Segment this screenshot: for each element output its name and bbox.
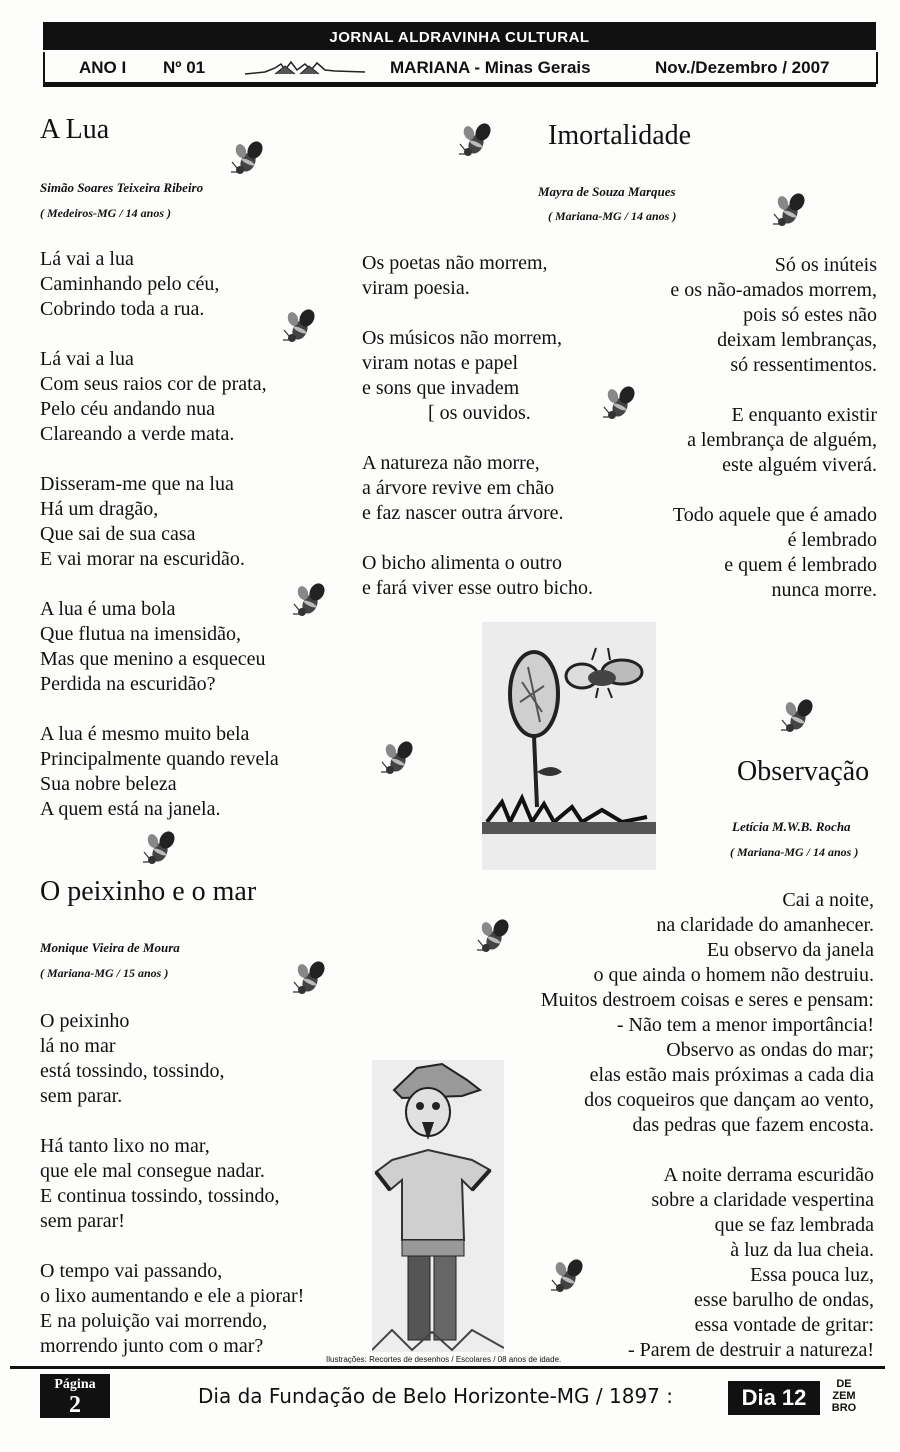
poem-author-imortalidade: Mayra de Souza Marques [538,184,676,199]
verse: Observo as ondas do mar; [666,1039,874,1061]
day-badge: Dia 12 [728,1381,820,1415]
stanza [40,1009,304,1109]
poem-body-observacao [470,888,874,1388]
verse: O bicho alimenta o outro [362,552,562,574]
illustration-caption: Ilustrações: Recortes de desenhos / Escolares / 08 anos de idade. [326,1355,562,1364]
verse: das pedras que fazem encosta. [632,1114,874,1136]
bee-icon [290,582,330,618]
poem-author-lua: Simão Soares Teixeira Ribeiro [40,180,204,195]
verse: viram notas e papel [362,352,519,374]
verse: e os não-amados morrem, [670,279,877,301]
verse: Eu observo da janela [706,939,874,961]
verse: Muitos destroem coisas e seres e pensam: [540,989,874,1011]
verse: - Não tem a menor importância! [616,1014,874,1036]
poem-body-lua [40,247,279,847]
poem-title-imortalidade: Imortalidade [548,120,692,151]
poem-place-lua: ( Medeiros-MG / 14 anos ) [40,206,171,220]
stanza [560,503,877,603]
verse: esse barulho de ondas, [694,1289,874,1311]
month-label [826,1378,862,1414]
verse: viram poesia. [362,277,470,299]
bee-icon [378,740,418,776]
month-line: BRO [831,1402,857,1414]
verse: E vai morar na escuridão. [40,548,245,570]
verse: sobre a claridade vespertina [651,1189,874,1211]
stanza [40,1134,304,1234]
poem-title-lua: A Lua [40,114,110,145]
page-number: 2 [69,1392,81,1418]
stanza [40,722,279,822]
stanza [560,403,877,478]
stanza [470,888,874,1138]
verse: A natureza não morre, [362,452,540,474]
stanza [40,247,279,322]
bee-icon [290,960,330,996]
poem-body-imortalidade-right [560,253,877,628]
verse: Que flutua na imensidão, [40,623,242,645]
verse: o que ainda o homem não destruiu. [593,964,874,986]
verse: a árvore revive em chão [362,477,555,499]
verse: e sons que invadem [362,377,520,399]
bee-icon [456,122,496,158]
bee-icon [778,698,818,734]
poem-place-observacao: ( Mariana-MG / 14 anos ) [730,845,859,859]
verse: Todo aquele que é amado [672,504,877,526]
stanza [362,451,593,526]
verse: E na poluição vai morrendo, [40,1310,268,1332]
verse: [ os ouvidos. [428,402,531,424]
verse: e quem é lembrado [724,554,877,576]
verse: nunca morre. [771,579,877,601]
issue-date: Nov./Dezembro / 2007 [655,58,830,77]
footer-text: Dia da Fundação de Belo Horizonte-MG / 1897 : [198,1384,673,1408]
verse: Os poetas não morrem, [362,252,548,274]
poem-body-imortalidade-left [362,251,593,626]
stanza [40,1259,304,1359]
verse: Mas que menino a esqueceu [40,648,266,670]
verse: que se faz lembrada [714,1214,874,1236]
verse: só ressentimentos. [730,354,877,376]
month-line: ZEM [832,1390,856,1402]
stanza [362,251,593,301]
verse: na claridade do amanhecer. [656,914,874,936]
verse: - Parem de destruir a natureza! [628,1339,874,1361]
verse: é lembrado [787,529,877,551]
verse: Caminhando pelo céu, [40,273,220,295]
verse: Com seus raios cor de prata, [40,373,267,395]
verse: Só os inúteis [774,254,877,276]
poem-body-peixinho [40,1009,304,1384]
bee-icon [280,308,320,344]
verse: sem parar! [40,1210,125,1232]
bee-icon [228,140,268,176]
verse: Os músicos não morrem, [362,327,562,349]
verse: Pelo céu andando nua [40,398,215,420]
verse: pois só estes não [743,304,877,326]
scarecrow-drawing [372,1060,504,1352]
stanza [362,551,593,601]
verse: está tossindo, tossindo, [40,1060,225,1082]
verse: Cai a noite, [782,889,874,911]
verse: E enquanto existir [731,404,877,426]
verse: O tempo vai passando, [40,1260,223,1282]
masthead [43,22,876,88]
verse: Que sai de sua casa [40,523,196,545]
verse: Clareando a verde mata. [40,423,235,445]
stanza [40,472,279,572]
verse: morrendo junto com o mar? [40,1335,264,1357]
verse: deixam lembranças, [717,329,877,351]
verse: lá no mar [40,1035,116,1057]
verse: essa vontade de gritar: [694,1314,874,1336]
poem-title-observacao: Observação [737,756,870,787]
stanza [560,253,877,378]
verse: A quem está na janela. [40,798,221,820]
stanza [470,1163,874,1363]
header-rule [43,84,876,87]
stanza [40,597,279,697]
verse: Essa pouca luz, [750,1264,874,1286]
verse: Sua nobre beleza [40,773,177,795]
city-label: MARIANA - Minas Gerais [390,58,591,77]
verse: Disseram-me que na lua [40,473,234,495]
poem-author-peixinho: Monique Vieira de Moura [40,940,180,955]
verse: este alguém viverá. [722,454,877,476]
verse: A lua é mesmo muito bela [40,723,250,745]
verse: A noite derrama escuridão [663,1164,874,1186]
verse: Principalmente quando revela [40,748,279,770]
verse: Lá vai a lua [40,248,134,270]
verse: A lua é uma bola [40,598,176,620]
verse: que ele mal consegue nadar. [40,1160,265,1182]
year-label: ANO I [79,58,127,77]
poem-place-imortalidade: ( Mariana-MG / 14 anos ) [548,209,677,223]
verse: E continua tossindo, tossindo, [40,1185,280,1207]
newspaper-name: JORNAL ALDRAVINHA CULTURAL [43,22,876,50]
verse: Há um dragão, [40,498,159,520]
verse: elas estão mais próximas a cada dia [589,1064,874,1086]
poem-title-peixinho: O peixinho e o mar [40,876,257,907]
verse: e fará viver esse outro bicho. [362,577,594,599]
flower-drawing [482,622,656,870]
verse: sem parar. [40,1085,123,1107]
page-label: Página [54,1377,96,1392]
verse: e faz nascer outra árvore. [362,502,564,524]
bee-icon [770,192,810,228]
month-line: DE [836,1378,852,1390]
stanza [40,347,279,447]
verse: Lá vai a lua [40,348,134,370]
verse: dos coqueiros que dançam ao vento, [584,1089,874,1111]
page-number-box [40,1374,110,1418]
landscape-icon [245,56,365,78]
footer-rule [10,1366,885,1369]
verse: o lixo aumentando e ele a piorar! [40,1285,305,1307]
stanza [362,326,593,426]
issue-number: Nº 01 [163,58,206,77]
verse: O peixinho [40,1010,130,1032]
verse: Perdida na escuridão? [40,673,216,695]
verse: Há tanto lixo no mar, [40,1135,210,1157]
poem-author-observacao: Letícia M.W.B. Rocha [732,819,851,834]
verse: a lembrança de alguém, [687,429,877,451]
masthead-info-bar [43,52,878,84]
verse: Cobrindo toda a rua. [40,298,205,320]
poem-place-peixinho: ( Mariana-MG / 15 anos ) [40,966,169,980]
verse: à luz da lua cheia. [730,1239,874,1261]
